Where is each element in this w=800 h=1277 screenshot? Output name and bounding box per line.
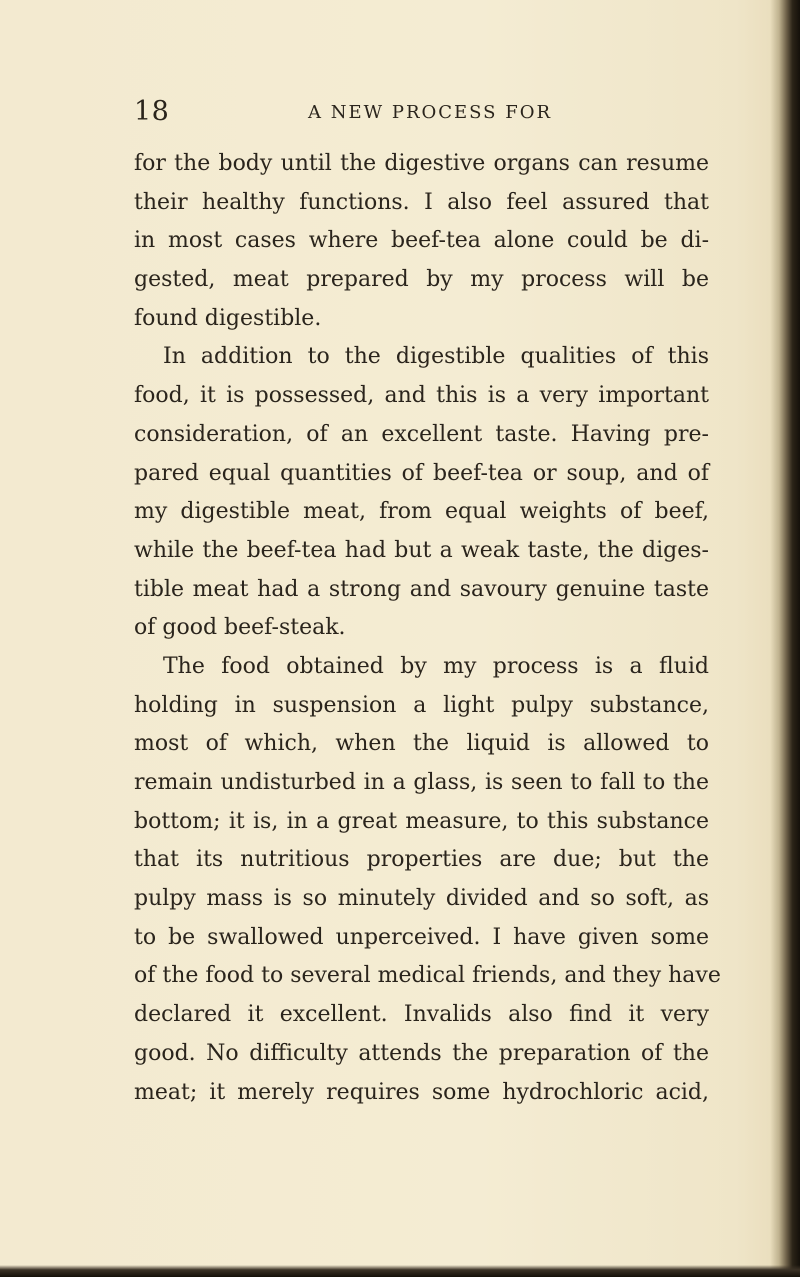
page-number: 18 [134,96,170,127]
text-line: while the beef-tea had but a weak taste, the diges- [134,537,709,563]
text-line: In addition to the digestible qualities of this [163,344,709,370]
text-line: in most cases where beef-tea alone could be di- [134,228,709,254]
text-line: to be swallowed unperceived. I have given some [134,924,709,950]
text-line: declared it excellent. Invalids also find it very [134,1002,709,1028]
text-line: of good beef-steak. [134,615,346,641]
body-text [134,145,721,1112]
book-binding-edge [770,0,800,1277]
text-line: pared equal quantities of beef-tea or soup, and of [134,460,709,486]
text-line: bottom; it is, in a great measure, to this substance [134,808,709,834]
text-line: gested, meat prepared by my process will be [134,267,709,293]
text-line: found digestible. [134,305,322,331]
text-line: remain undisturbed in a glass, is seen to fall to the [134,770,709,795]
text-line: food, it is possessed, and this is a very important [134,383,709,409]
text-line: their healthy functions. I also feel assured that [134,189,709,215]
text-line: The food obtained by my process is a fluid [163,653,709,679]
text-line: that its nutritious properties are due; but the [134,847,709,873]
page-bottom-edge [0,1265,800,1277]
page-header [134,92,714,132]
text-line: most of which, when the liquid is allowed to [134,731,709,757]
text-line: holding in suspension a light pulpy substance, [134,692,709,718]
text-line: for the body until the digestive organs can resume [134,151,709,176]
running-head: A NEW PROCESS FOR [308,102,553,123]
text-line: good. No difficulty attends the preparation of the [134,1040,709,1066]
text-line: pulpy mass is so minutely divided and so soft, as [134,886,709,912]
text-line: consideration, of an excellent taste. Having pre- [134,421,709,447]
text-line: tible meat had a strong and savoury genuine taste [134,576,709,602]
text-line: meat; it merely requires some hydrochloric acid, [134,1079,709,1105]
text-line: my digestible meat, from equal weights of beef, [134,499,709,525]
text-line: of the food to several medical friends, and they have [134,963,721,989]
